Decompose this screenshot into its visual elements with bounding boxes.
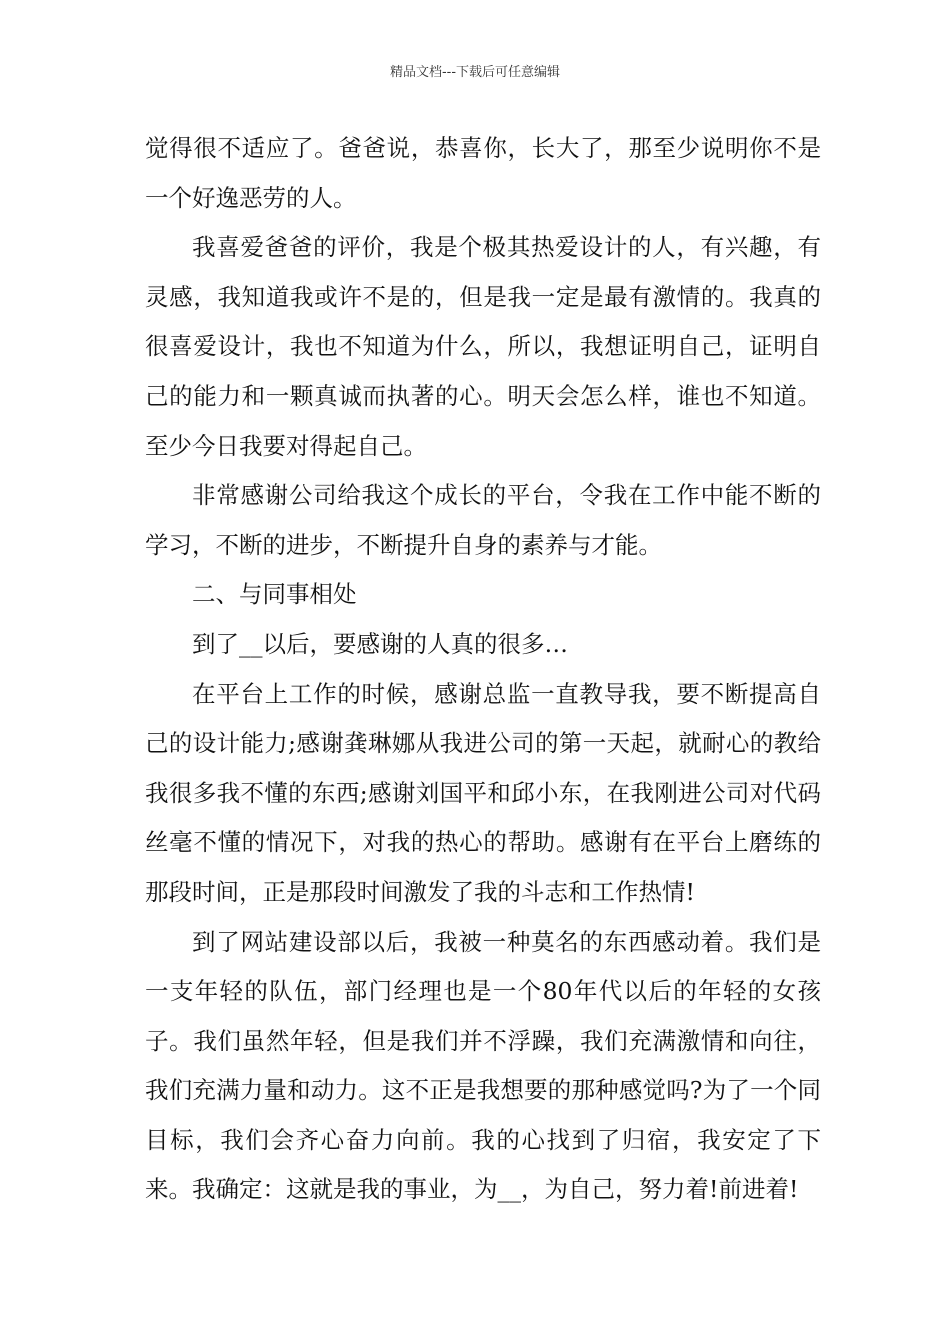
- paragraph-3: 非常感谢公司给我这个成长的平台，令我在工作中能不断的学习，不断的进步，不断提升自身的素养与才能。: [145, 481, 821, 559]
- paragraph-1: 觉得很不适应了。爸爸说，恭喜你，长大了，那至少说明你不是一个好逸恶劳的人。: [145, 134, 821, 212]
- section-heading: 二、与同事相处: [192, 580, 357, 609]
- paragraph-4: 到了__以后，要感谢的人真的很多…: [192, 629, 568, 658]
- paragraph-6: 到了网站建设部以后，我被一种莫名的东西感动着。我们是一支年轻的队伍，部门经理也是一个80年代以后的年轻的女孩子。我们虽然年轻，但是我们并不浮躁，我们充满激情和向往，我们充满力量和动力。这不正是我想要的那种感觉吗?为了一个同目标，我们会齐心奋力向前。我的心找到了归宿，我安定了下来。我确定：这就是我的事业，为__，为自己，努力着!前进着!: [145, 927, 821, 1204]
- page-header: 精品文档---下载后可任意编辑: [389, 65, 561, 80]
- paragraph-2: 我喜爱爸爸的评价，我是个极其热爱设计的人，有兴趣，有灵感，我知道我或许不是的，但是我一定是最有激情的。我真的很喜爱设计，我也不知道为什么，所以，我想证明自己，证明自己的能力和一颗真诚而执著的心。明天会怎么样，谁也不知道。至少今日我要对得起自己。: [145, 233, 821, 460]
- paragraph-5: 在平台上工作的时候，感谢总监一直教导我，要不断提高自己的设计能力;感谢龚琳娜从我进公司的第一天起，就耐心的教给我很多我不懂的东西;感谢刘国平和邱小东，在我刚进公司对代码丝毫不懂的情况下，对我的热心的帮助。感谢有在平台上磨练的那段时间，正是那段时间激发了我的斗志和工作热情!: [145, 679, 821, 906]
- document-body: [145, 124, 821, 1215]
